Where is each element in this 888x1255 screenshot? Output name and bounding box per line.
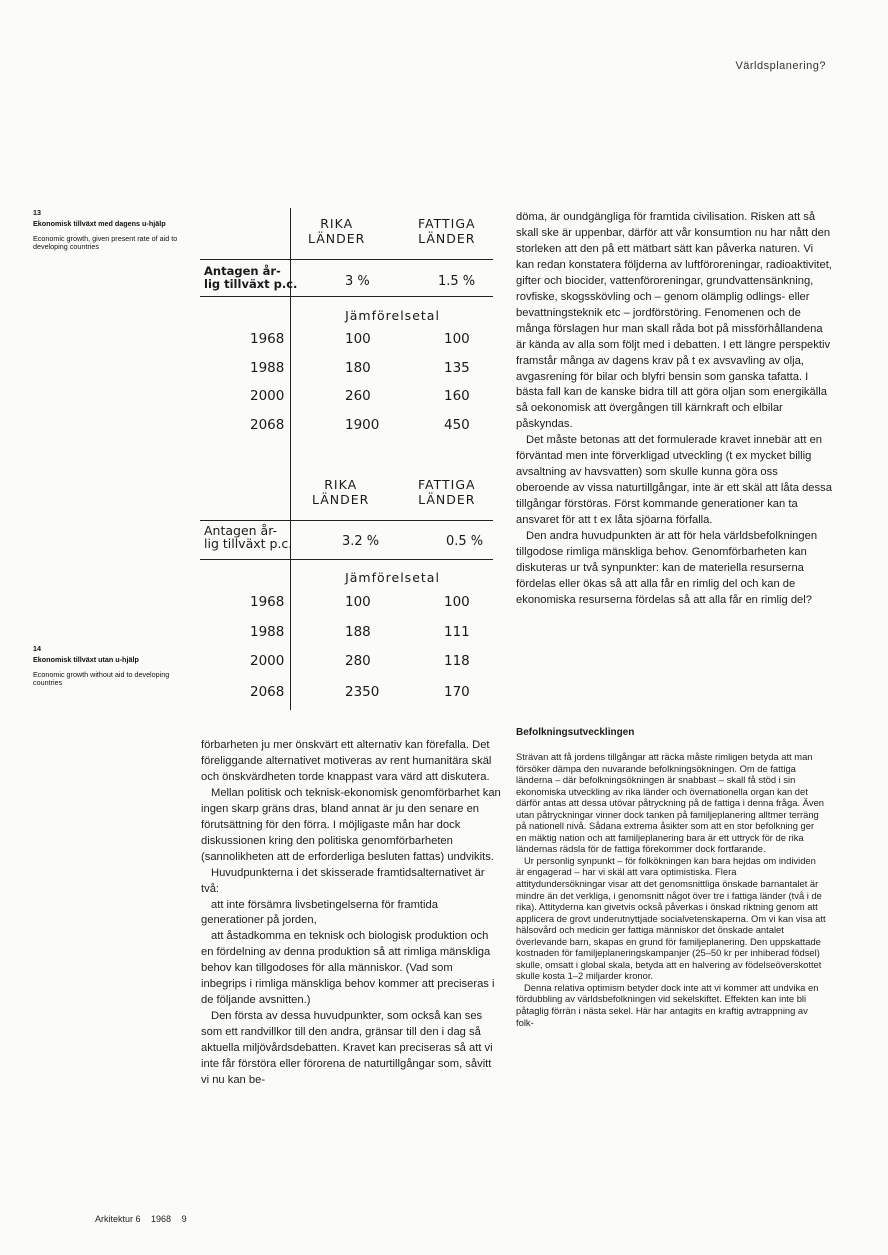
- table-rule: [200, 296, 493, 297]
- table-divider-vertical: [290, 208, 291, 470]
- paragraph: Ur personlig synpunkt – för folkökningen kan bara hejdas om individen är engagerad – har vi skäl att vara optimistiska. Flera attitydundersökningar visar att det genomsnittliga önskade barnantalet är mindre än det verkliga, i genomsnitt något över tre i fattiga länder (två i de rika). Attityderna kan givetvis också påverkas i önskad riktning genom att applicera de grovt underutnyttjade socialvetenskaperna. Om vi kan visa att hälsovård och medicin ger fattiga människor det önskade antalet överlevande barn, skapas en grund för familjeplanering. Den uppskattade kostnaden för familjeplaneringskampanjer (25–50 kr per inhiberad födsel) skulle, omsatt i global skala, betyda att en halvering av födelseöverskottet skulle kosta 1–2 miljarder kronor.: [516, 854, 826, 982]
- body-text-middle: [201, 738, 501, 1089]
- paragraph: Den första av dessa huvudpunkter, som också kan ses som ett randvillkor till den andra, gränsar till den i dag så aktuella miljövårdsdebatten. Kravet kan preciseras så att vi inte får förstöra eller förorena de naturtillgångar som, såvitt vi nu kan be-: [201, 1010, 493, 1087]
- caption-swedish: Ekonomisk tillväxt med dagens u-hjälp: [33, 219, 166, 229]
- page-footer: [95, 1214, 195, 1224]
- figure-caption-14: [33, 645, 183, 688]
- row-label-growth: Antagen år- lig tillväxt p.c.: [204, 523, 293, 551]
- growth-table-2: RIKA LÄNDER FATTIGA LÄNDER Antagen år- lig tillväxt p.c. 3.2 % 0.5 % Jämförelsetal 1968 100 100 1988 188 111 2000 280 118 2068 2350 170: [200, 466, 493, 710]
- figure-number: 14: [33, 644, 41, 653]
- figure-caption-13: [33, 209, 183, 252]
- paragraph: Den andra huvudpunkten är att för hela världsbefolkningen tillgodose rimliga mänskliga behov. Genomförbarheten kan diskuteras ur två synpunkter: kan de materiella resurserna fördelas eller ökas så att alla får en rimlig del och kan de ekonomiska resurserna fördelas så att alla får en rimlig del?: [516, 530, 818, 606]
- row-label-growth: Antagen år- lig tillväxt p.c.: [204, 264, 298, 291]
- journal-name: Arkitektur 6: [95, 1214, 141, 1224]
- growth-table-1: RIKA LÄNDER FATTIGA LÄNDER Antagen år- lig tillväxt p.c. 3 % 1.5 % Jämförelsetal 1968 100 100 1988 180 135 2000 260 160 2068 1900 450: [200, 208, 493, 470]
- body-text-right: [516, 210, 834, 609]
- growth-rich: 3 %: [345, 274, 370, 289]
- paragraph: döma, är oundgängliga för framtida civilisation. Risken att så skall ske är uppenbar, därför att vår konsumtion nu har nått den storleken att den på ett mätbart sätt kan påverka naturen. Vi kan redan konstatera följderna av luftföroreningar, radioaktivitet, gifter och biocider, vattenföroreningar, grundvattensänkning, rovfiske, skogsskövling och – genom olämplig odlings- eller bevattningsteknik etc – jordförstöring. Fenomenen och de många förslagen hur man skall råda bot på missförhållandena är kända av alla som följt med i debatten. I ett längre perspektiv framstår många av dagens krav på t ex avsvavling av olja, avgasrening för bilar och blyfri bensin som ganska tafatta. I bästa fall kan de kanske bidra till att göra oljan som energikälla så oekonomisk att övergången till kärnkraft och elbilar påskyndas.: [516, 211, 832, 431]
- header-poor: FATTIGA LÄNDER: [418, 477, 476, 507]
- paragraph: Strävan att få jordens tillgångar att räcka måste rimligen betyda att man försöker dämpa den nuvarande befolkningsökningen. Om de fattiga länderna – där befolkningsökningen är snabbast – skall få stöd i sin ekonomiska utveckling av rika länder och övernationella organ kan det därför antas att dessa utövar påtryckning på de fattiga i denna fråga. Även utan påtryckningar vinner dock tanken på familjeplanering alltmer terräng på nationell nivå. Sådana extrema åsikter som att en stor befolkning ger en mäktig nation och att familjeplanering bara är ett uttryck för de rika ländernas rädsla för de fattiga förekommer dock fortfarande.: [516, 751, 825, 855]
- paragraph: förbarheten ju mer önskvärt ett alternativ kan förefalla. Det föreliggande alternativet motiveras av rent humanitära skäl och önskvärdheten torde knappast vara värd att diskutera.: [201, 739, 492, 783]
- table-rule: [200, 259, 493, 260]
- section-heading: Befolkningsutvecklingen: [516, 727, 635, 738]
- paragraph: Huvudpunkterna i det skisserade framtidsalternativet är två:: [201, 866, 485, 895]
- paragraph: Det måste betonas att det formulerade kravet innebär att en förväntad men inte förverkligad utveckling (t ex mycket billig avsaltning av havsvatten) som skulle kunna göra oss oberoende av vissa naturtillgångar, inte är ett skäl att låta dessa tillgångar förstöras. Först kommande generationer kan ta ansvaret för att t ex låta sjöarna förfalla.: [516, 434, 832, 527]
- table-rule: [200, 559, 493, 560]
- paragraph: att inte försämra livsbetingelserna för framtida generationer på jorden,: [201, 898, 438, 927]
- table-divider-vertical: [290, 466, 291, 710]
- paragraph: Mellan politisk och teknisk-ekonomisk genomförbarhet kan ingen skarp gräns dras, bland annat är ju den senare en förutsättning för den förra. I möjligaste mån har dock diskussionen kring den politiska genomförbarheten (sannolikheten att de erforderliga besluten fattas) undvikits.: [201, 786, 501, 863]
- comparison-subhead: Jämförelsetal: [345, 570, 440, 585]
- running-head: Världsplanering?: [735, 60, 826, 72]
- figure-number: 13: [33, 208, 41, 217]
- caption-english: Economic growth, given present rate of aid to developing countries: [33, 233, 178, 252]
- caption-swedish: Ekonomisk tillväxt utan u-hjälp: [33, 655, 139, 665]
- growth-poor: 1.5 %: [438, 274, 476, 289]
- header-poor: FATTIGA LÄNDER: [418, 216, 476, 246]
- header-rich: RIKA LÄNDER: [312, 477, 370, 507]
- table-rule: [200, 520, 493, 521]
- comparison-subhead: Jämförelsetal: [345, 308, 440, 323]
- journal-year: 1968: [151, 1214, 172, 1224]
- caption-english: Economic growth without aid to developing countries: [33, 669, 170, 688]
- page-number: 9: [181, 1214, 187, 1224]
- paragraph: att åstadkomma en teknisk och biologisk produktion och en fördelning av denna produktion så att rimliga mänskliga behov kan tillgodoses för alla människor. (Vad som inbegrips i rimliga mänskliga behov kommer att preciseras i de följande avsnitten.): [201, 930, 495, 1007]
- growth-rich: 3.2 %: [342, 534, 380, 549]
- growth-poor: 0.5 %: [446, 534, 484, 549]
- body-text-small: [516, 751, 826, 1028]
- paragraph: Denna relativa optimism betyder dock inte att vi kommer att undvika en fördubbling av världsbefolkningen vid sekelskiftet. Effekten kan inte bli påtaglig förrän i nästa sekel. Här har antagits en kraftig avtrappning av folk-: [516, 981, 819, 1028]
- header-rich: RIKA LÄNDER: [308, 216, 366, 246]
